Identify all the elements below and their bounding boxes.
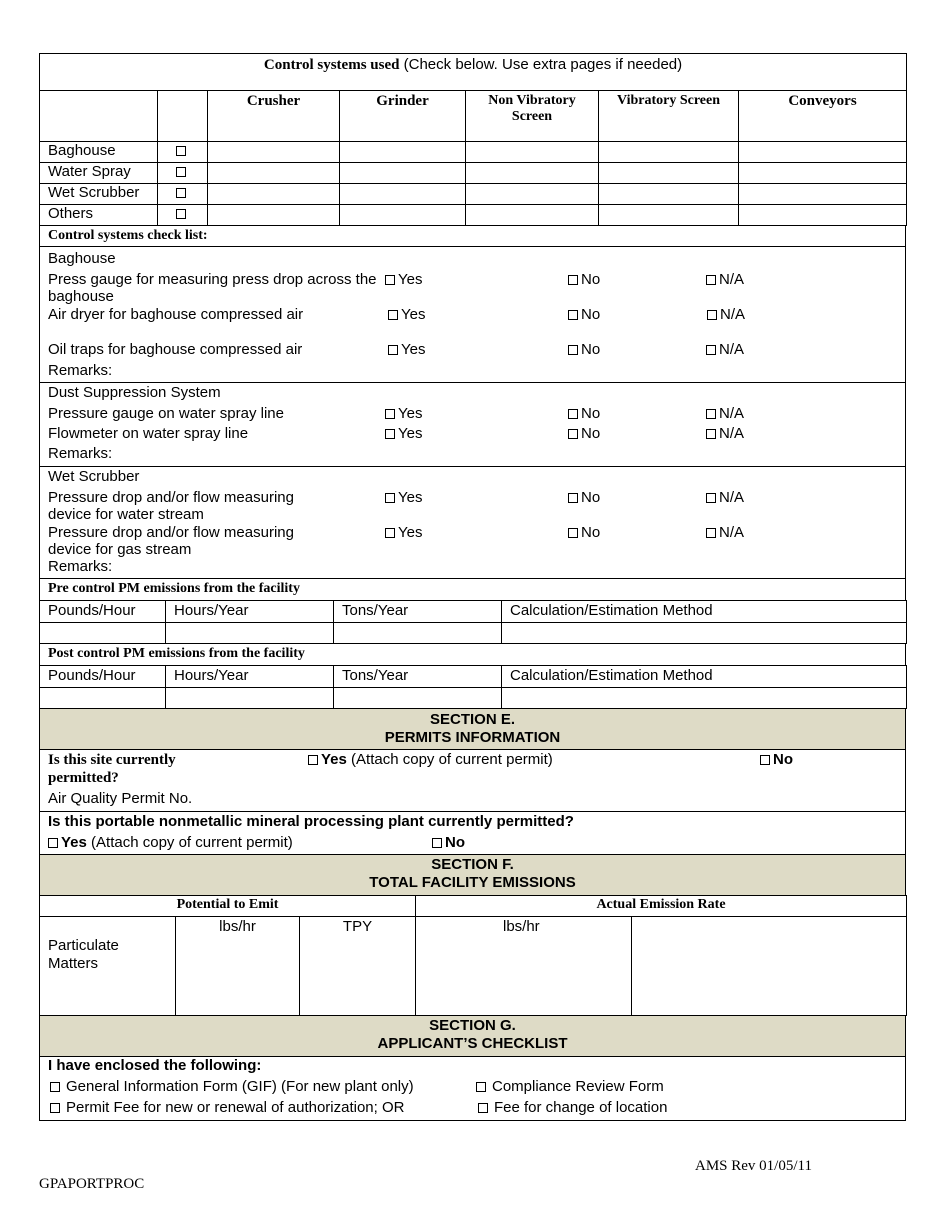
yes-option[interactable]	[385, 425, 422, 442]
plant-yes-bold: Yes	[61, 834, 87, 851]
pre-value-pounds-hour[interactable]	[40, 623, 166, 644]
checkbox[interactable]	[48, 838, 58, 848]
checkbox[interactable]	[706, 345, 716, 355]
na-label: N/A	[719, 405, 745, 422]
plant-permitted-no[interactable]	[432, 834, 465, 851]
post-col-method: Calculation/Estimation Method	[502, 666, 907, 688]
checkbox[interactable]	[176, 188, 186, 198]
yes-option[interactable]	[388, 341, 425, 358]
control-systems-title-bold: Control systems used	[263, 57, 400, 73]
post-value-method[interactable]	[502, 688, 907, 709]
cell[interactable]	[340, 184, 466, 205]
site-permitted-yes[interactable]	[308, 751, 553, 768]
cell[interactable]	[466, 142, 599, 163]
checkbox[interactable]	[176, 146, 186, 156]
dust-item-2: Flowmeter on water spray line	[48, 425, 249, 442]
applicant-checklist-block	[39, 1057, 906, 1121]
checkbox[interactable]	[568, 493, 578, 503]
yes-label: Yes	[401, 341, 426, 358]
checkbox[interactable]	[706, 429, 716, 439]
checkbox[interactable]	[388, 310, 398, 320]
pre-value-hours-year[interactable]	[166, 623, 334, 644]
baghouse-item-2: Air dryer for baghouse compressed air	[48, 306, 304, 323]
revision-label: AMS Rev 01/05/11	[695, 1158, 812, 1174]
checklist-permit-fee-label: Permit Fee for new or renewal of authorization; OR	[66, 1099, 405, 1116]
potential-to-emit-header: Potential to Emit	[40, 896, 416, 917]
row-others-label: Others	[40, 205, 158, 226]
cell[interactable]	[340, 163, 466, 184]
checklist-location-fee[interactable]	[478, 1099, 667, 1116]
pte-lbs-hr: lbs/hr	[176, 917, 300, 1016]
enclosed-heading: I have enclosed the following:	[48, 1057, 262, 1074]
checkbox[interactable]	[568, 275, 578, 285]
no-option[interactable]	[568, 405, 600, 422]
section-g-line2: APPLICANT’S CHECKLIST	[377, 1035, 568, 1052]
pte-tpy: TPY	[300, 917, 416, 1016]
section-e-header	[39, 709, 906, 750]
row-wet-scrubber-label: Wet Scrubber	[40, 184, 158, 205]
na-option[interactable]	[707, 306, 745, 323]
checkbox[interactable]	[568, 345, 578, 355]
no-label: No	[581, 405, 601, 422]
scrubber-header: Wet Scrubber	[48, 468, 140, 485]
checklist-title: Control systems check list:	[48, 228, 208, 243]
site-yes-bold: Yes	[321, 751, 347, 768]
yes-option[interactable]	[385, 489, 422, 506]
site-yes-rest: (Attach copy of current permit)	[346, 751, 553, 768]
checkbox[interactable]	[707, 310, 717, 320]
scrubber-item-1: Pressure drop and/or flow measuring device for water stream	[48, 489, 294, 523]
plant-permitted-yes[interactable]	[48, 834, 293, 851]
post-value-pounds-hour[interactable]	[40, 688, 166, 709]
checkbox[interactable]	[385, 275, 395, 285]
na-label: N/A	[719, 524, 745, 541]
checklist-compliance[interactable]	[476, 1078, 664, 1095]
cell[interactable]	[340, 205, 466, 226]
yes-label: Yes	[401, 306, 426, 323]
checkbox[interactable]	[706, 409, 716, 419]
col-conveyors: Conveyors	[739, 91, 907, 142]
section-f-line1: SECTION F.	[431, 856, 514, 873]
yes-label: Yes	[398, 271, 423, 288]
no-option[interactable]	[568, 489, 600, 506]
no-option[interactable]	[568, 271, 600, 288]
pre-col-pounds-hour: Pounds/Hour	[40, 601, 166, 623]
no-option[interactable]	[568, 306, 600, 323]
total-emissions-table	[39, 895, 907, 1016]
row-water-spray-check[interactable]	[158, 163, 208, 184]
cell[interactable]	[466, 184, 599, 205]
no-label: No	[581, 489, 601, 506]
pre-col-hours-year: Hours/Year	[166, 601, 334, 623]
section-e-line1: SECTION E.	[429, 711, 515, 728]
col-vibratory-screen: Vibratory Screen	[599, 91, 739, 142]
checkbox[interactable]	[385, 409, 395, 419]
cell[interactable]	[599, 142, 739, 163]
post-control-title-row	[39, 644, 906, 666]
checkbox[interactable]	[568, 310, 578, 320]
na-label: N/A	[719, 271, 745, 288]
na-option[interactable]	[706, 489, 744, 506]
cell[interactable]	[599, 205, 739, 226]
plant-permitted-block	[39, 812, 906, 855]
no-label: No	[581, 271, 601, 288]
checklist-gif-label: General Information Form (GIF) (For new plant only)	[66, 1078, 414, 1095]
cell[interactable]	[599, 163, 739, 184]
site-permitted-no[interactable]	[760, 751, 793, 768]
header-blank-check	[158, 91, 208, 142]
air-quality-permit-no: Air Quality Permit No.	[48, 790, 193, 807]
post-value-tons-year[interactable]	[334, 688, 502, 709]
pre-control-title: Pre control PM emissions from the facility	[48, 581, 300, 596]
baghouse-item-1: Press gauge for measuring press drop across the baghouse	[48, 271, 377, 305]
checkbox[interactable]	[432, 838, 442, 848]
section-e-line2: PERMITS INFORMATION	[384, 729, 561, 746]
checkbox[interactable]	[478, 1103, 488, 1113]
pre-value-tons-year[interactable]	[334, 623, 502, 644]
control-systems-title	[40, 54, 907, 91]
checkbox[interactable]	[385, 528, 395, 538]
checkbox[interactable]	[50, 1082, 60, 1092]
dust-header: Dust Suppression System	[48, 384, 221, 401]
no-option[interactable]	[568, 341, 600, 358]
plant-yes-rest: (Attach copy of current permit)	[86, 834, 293, 851]
na-option[interactable]	[706, 341, 744, 358]
yes-option[interactable]	[388, 306, 425, 323]
baghouse-checklist	[39, 247, 906, 383]
checklist-gif[interactable]	[50, 1078, 414, 1095]
checklist-compliance-label: Compliance Review Form	[492, 1078, 664, 1095]
row-others-check[interactable]	[158, 205, 208, 226]
no-option[interactable]	[568, 524, 600, 541]
checkbox[interactable]	[760, 755, 770, 765]
checkbox[interactable]	[176, 167, 186, 177]
checkbox[interactable]	[385, 429, 395, 439]
form-page	[39, 53, 906, 1121]
post-col-hours-year: Hours/Year	[166, 666, 334, 688]
baghouse-header: Baghouse	[48, 250, 116, 267]
actual-lbs-hr: lbs/hr	[416, 917, 632, 1016]
checkbox[interactable]	[568, 528, 578, 538]
no-label: No	[581, 425, 601, 442]
baghouse-item-3: Oil traps for baghouse compressed air	[48, 341, 303, 358]
cell[interactable]	[208, 184, 340, 205]
header-blank	[40, 91, 158, 142]
col-grinder: Grinder	[340, 91, 466, 142]
checklist-location-fee-label: Fee for change of location	[494, 1099, 668, 1116]
yes-label: Yes	[398, 425, 423, 442]
checkbox[interactable]	[385, 493, 395, 503]
section-f-header	[39, 855, 906, 896]
na-option[interactable]	[706, 405, 744, 422]
cell[interactable]	[466, 205, 599, 226]
yes-label: Yes	[398, 489, 423, 506]
yes-label: Yes	[398, 405, 423, 422]
site-no-label: No	[773, 751, 793, 768]
checkbox[interactable]	[706, 275, 716, 285]
pre-control-title-row	[39, 579, 906, 601]
no-option[interactable]	[568, 425, 600, 442]
checkbox[interactable]	[568, 429, 578, 439]
cell[interactable]	[739, 163, 907, 184]
post-value-hours-year[interactable]	[166, 688, 334, 709]
wet-scrubber-checklist	[39, 467, 906, 579]
no-label: No	[581, 306, 601, 323]
checkbox[interactable]	[388, 345, 398, 355]
na-label: N/A	[719, 341, 745, 358]
col-non-vibratory-screen: Non Vibratory Screen	[466, 91, 599, 142]
post-control-title: Post control PM emissions from the facility	[48, 646, 305, 661]
scrubber-item-2: Pressure drop and/or flow measuring device for gas stream	[48, 524, 294, 558]
na-option[interactable]	[706, 524, 744, 541]
post-control-table	[39, 665, 907, 709]
plant-no-label: No	[445, 834, 465, 851]
section-g-header	[39, 1016, 906, 1057]
checkbox[interactable]	[176, 209, 186, 219]
actual-value-cell[interactable]	[632, 917, 907, 1016]
pre-control-table	[39, 600, 907, 644]
cell[interactable]	[340, 142, 466, 163]
cell[interactable]	[739, 184, 907, 205]
no-label: No	[581, 341, 601, 358]
pre-col-method: Calculation/Estimation Method	[502, 601, 907, 623]
section-g-line1: SECTION G.	[429, 1017, 516, 1034]
cell[interactable]	[208, 205, 340, 226]
na-label: N/A	[719, 489, 745, 506]
checklist-permit-fee[interactable]	[50, 1099, 404, 1116]
checkbox[interactable]	[568, 409, 578, 419]
dust-suppression-checklist	[39, 383, 906, 467]
scrubber-remarks: Remarks:	[48, 558, 113, 575]
dust-item-1: Pressure gauge on water spray line	[48, 405, 284, 422]
section-f-line2: TOTAL FACILITY EMISSIONS	[369, 874, 576, 891]
cell[interactable]	[208, 163, 340, 184]
checkbox[interactable]	[476, 1082, 486, 1092]
no-label: No	[581, 524, 601, 541]
row-water-spray-label: Water Spray	[40, 163, 158, 184]
checkbox[interactable]	[308, 755, 318, 765]
site-permitted-question: Is this site currently permitted?	[48, 752, 176, 786]
na-option[interactable]	[706, 271, 744, 288]
post-col-pounds-hour: Pounds/Hour	[40, 666, 166, 688]
particulate-matters-label: Particulate Matters	[40, 917, 176, 1016]
cell[interactable]	[466, 163, 599, 184]
plant-permitted-question: Is this portable nonmetallic mineral processing plant currently permitted?	[48, 813, 574, 830]
row-wet-scrubber-check[interactable]	[158, 184, 208, 205]
row-baghouse-check[interactable]	[158, 142, 208, 163]
yes-label: Yes	[398, 524, 423, 541]
checkbox[interactable]	[50, 1103, 60, 1113]
actual-emission-header: Actual Emission Rate	[416, 896, 907, 917]
cell[interactable]	[599, 184, 739, 205]
control-systems-table	[39, 53, 907, 226]
form-code: GPAPORTPROC	[39, 1176, 145, 1192]
baghouse-remarks: Remarks:	[48, 362, 113, 379]
pre-col-tons-year: Tons/Year	[334, 601, 502, 623]
dust-remarks: Remarks:	[48, 445, 113, 462]
row-baghouse-label: Baghouse	[40, 142, 158, 163]
site-permitted-block	[39, 750, 906, 812]
col-crusher: Crusher	[208, 91, 340, 142]
checkbox[interactable]	[706, 493, 716, 503]
yes-option[interactable]	[385, 524, 422, 541]
yes-option[interactable]	[385, 271, 422, 288]
checkbox[interactable]	[706, 528, 716, 538]
na-label: N/A	[719, 425, 745, 442]
cell[interactable]	[739, 142, 907, 163]
control-systems-title-rest: (Check below. Use extra pages if needed)	[399, 56, 683, 73]
post-col-tons-year: Tons/Year	[334, 666, 502, 688]
checklist-title-row	[39, 226, 906, 247]
yes-option[interactable]	[385, 405, 422, 422]
na-option[interactable]	[706, 425, 744, 442]
cell[interactable]	[739, 205, 907, 226]
cell[interactable]	[208, 142, 340, 163]
pre-value-method[interactable]	[502, 623, 907, 644]
na-label: N/A	[720, 306, 746, 323]
